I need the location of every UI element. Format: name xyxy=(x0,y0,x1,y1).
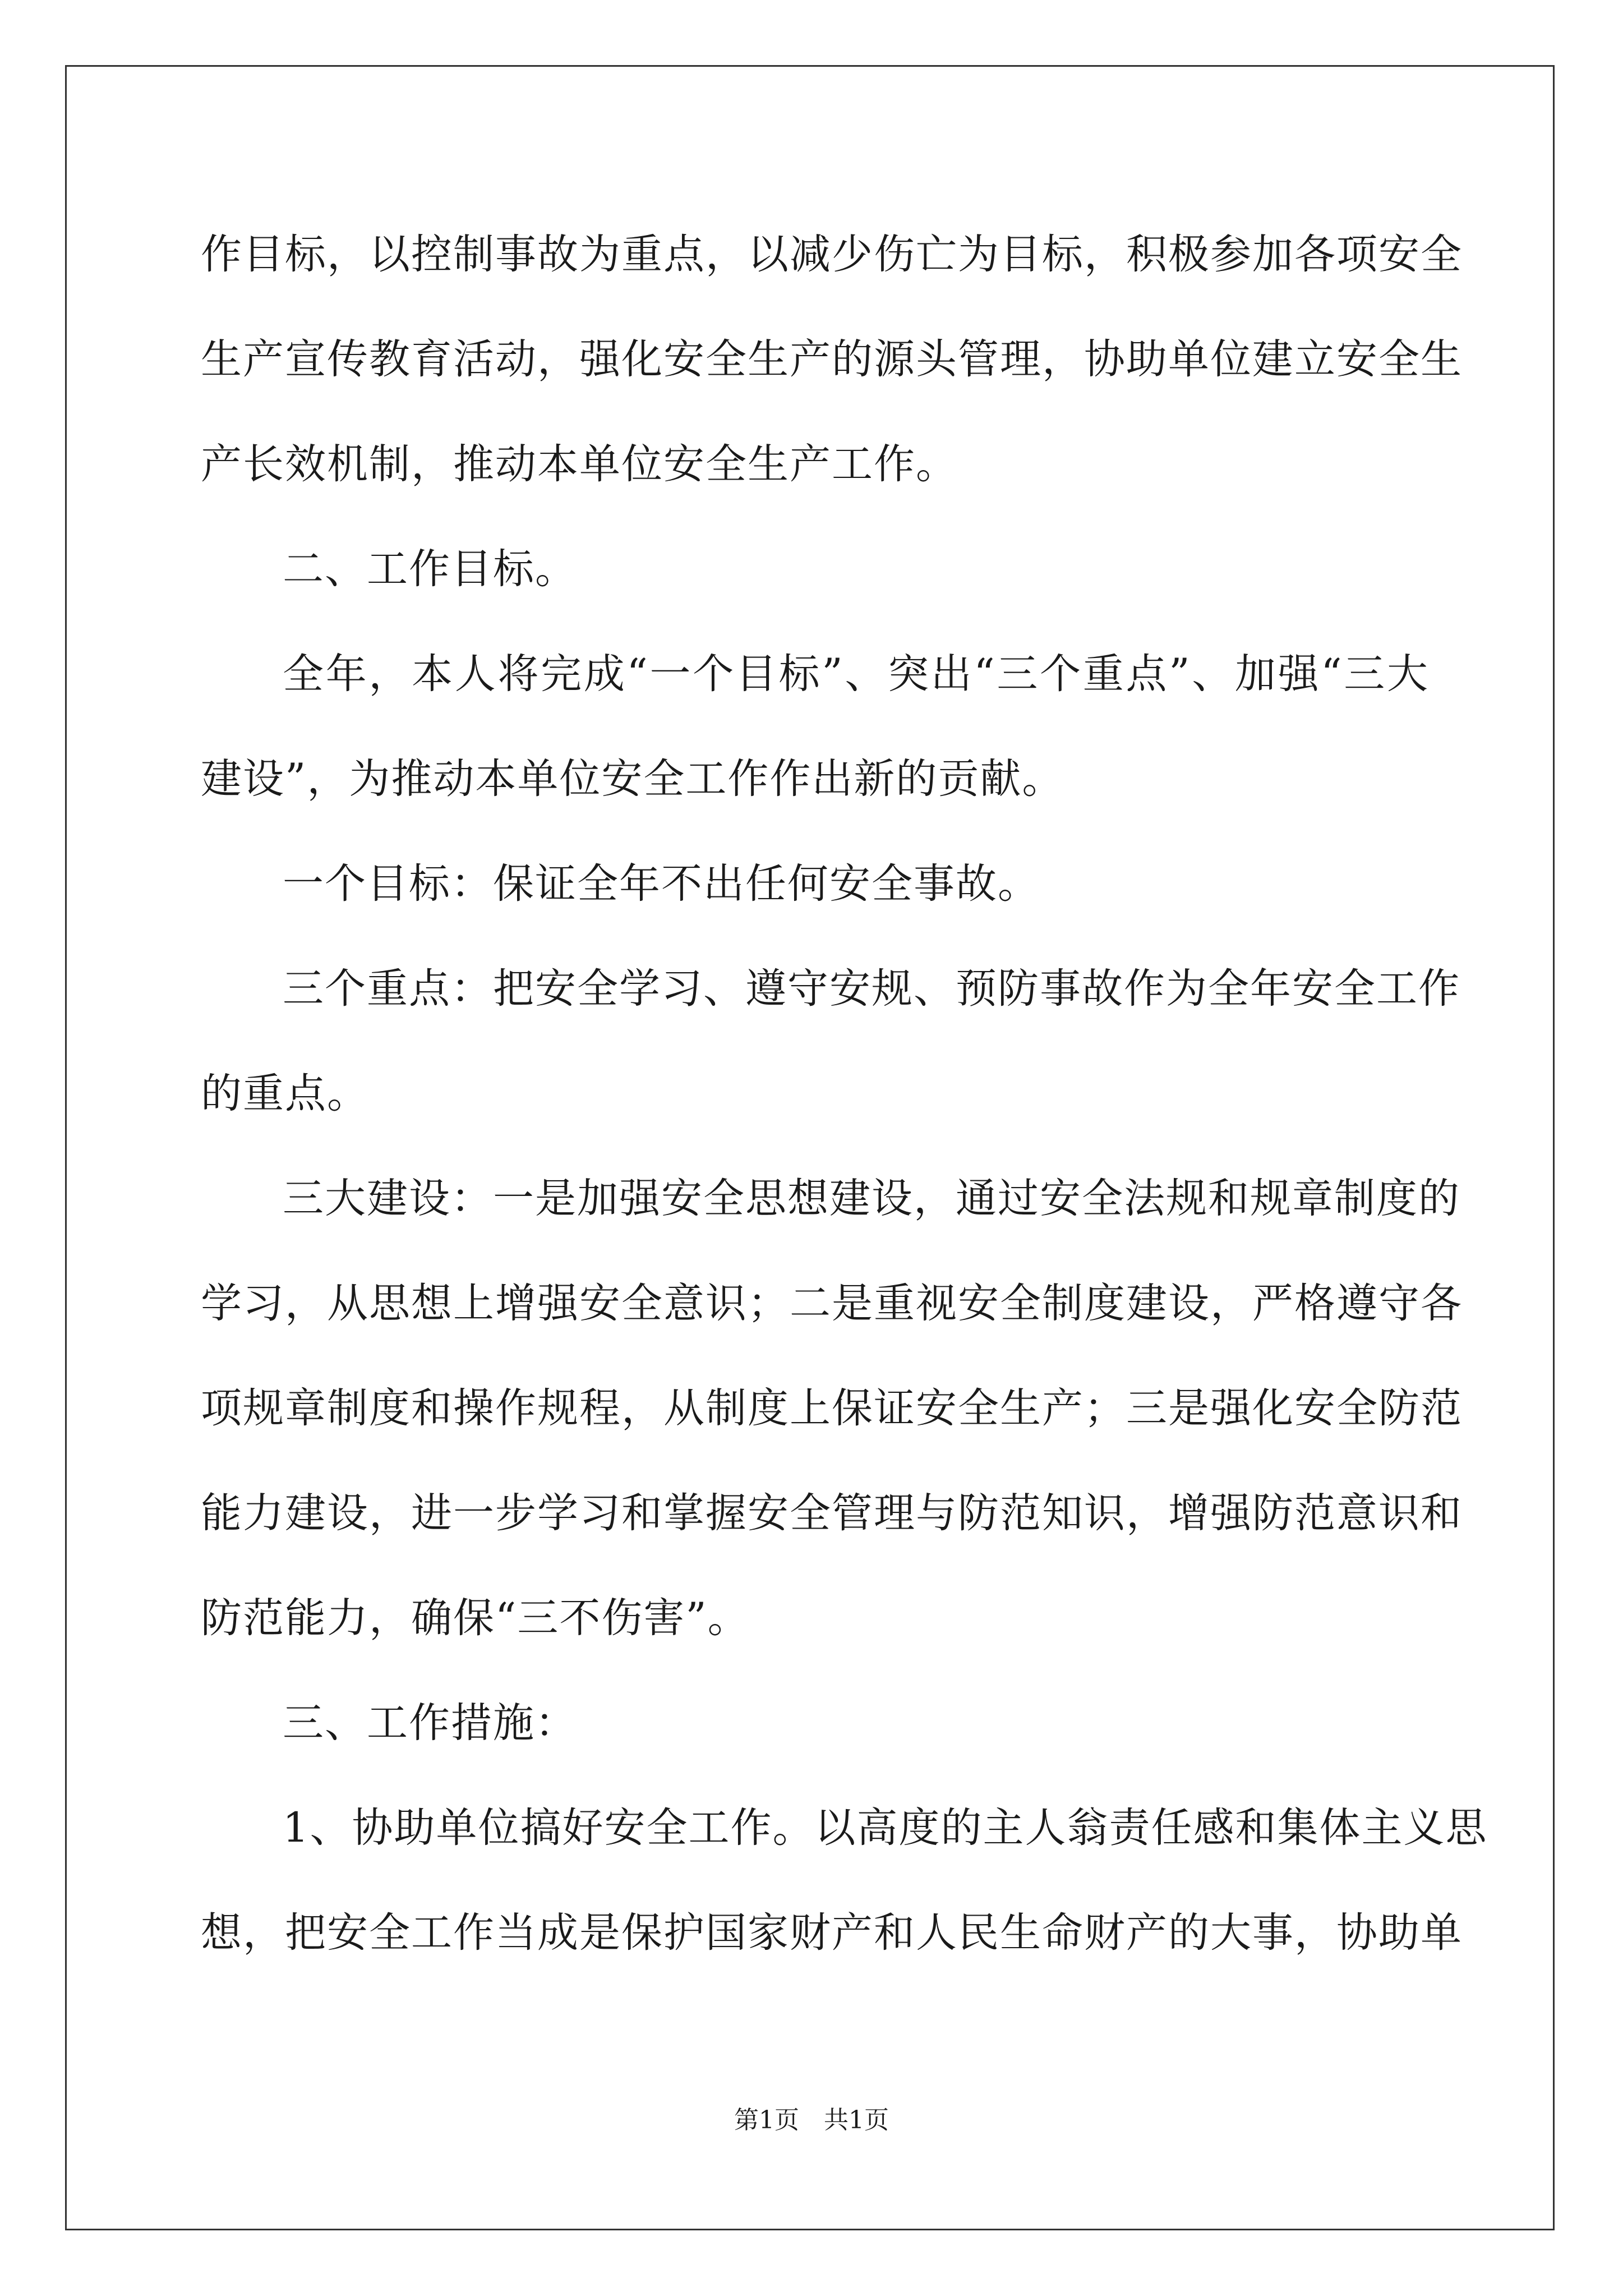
text-line: 产长效机制，推动本单位安全生产工作。 xyxy=(201,440,958,488)
text-line: 三个重点：把安全学习、遵守安规、预防事故作为全年安全工作 xyxy=(283,965,1460,1013)
page-footer xyxy=(0,2104,1623,2137)
text-line: 防范能力，确保“三不伤害”。 xyxy=(201,1594,750,1642)
text-line: 能力建设，进一步学习和掌握安全管理与防范知识，增强防范意识和 xyxy=(201,1489,1463,1537)
page-number-total: 共1页 xyxy=(824,2106,889,2134)
text-line: 项规章制度和操作规程，从制度上保证安全生产；三是强化安全防范 xyxy=(201,1384,1463,1432)
text-line: 三大建设：一是加强安全思想建设，通过安全法规和规章制度的 xyxy=(283,1175,1460,1222)
page-number-current: 第1页 xyxy=(734,2106,799,2134)
section-heading: 二、工作目标。 xyxy=(283,545,577,593)
text-line: 想，把安全工作当成是保护国家财产和人民生命财产的大事，协助单 xyxy=(201,1909,1463,1957)
text-line: 作目标，以控制事故为重点，以减少伤亡为目标，积极参加各项安全 xyxy=(201,231,1463,278)
text-line: 生产宣传教育活动，强化安全生产的源头管理，协助单位建立安全生 xyxy=(201,335,1463,383)
section-heading: 三、工作措施： xyxy=(283,1699,577,1747)
text-line: 全年，本人将完成“一个目标”、突出“三个重点”、加强“三大 xyxy=(283,650,1429,698)
text-line: 1、协助单位搞好安全工作。以高度的主人翁责任感和集体主义思 xyxy=(283,1804,1488,1852)
text-line: 一个目标：保证全年不出任何安全事故。 xyxy=(283,860,1040,908)
text-line: 的重点。 xyxy=(201,1070,369,1117)
text-line: 学习，从思想上增强安全意识；二是重视安全制度建设，严格遵守各 xyxy=(201,1280,1463,1327)
text-line: 建设”，为推动本单位安全工作作出新的贡献。 xyxy=(201,755,1064,803)
document-body xyxy=(201,202,1488,1985)
